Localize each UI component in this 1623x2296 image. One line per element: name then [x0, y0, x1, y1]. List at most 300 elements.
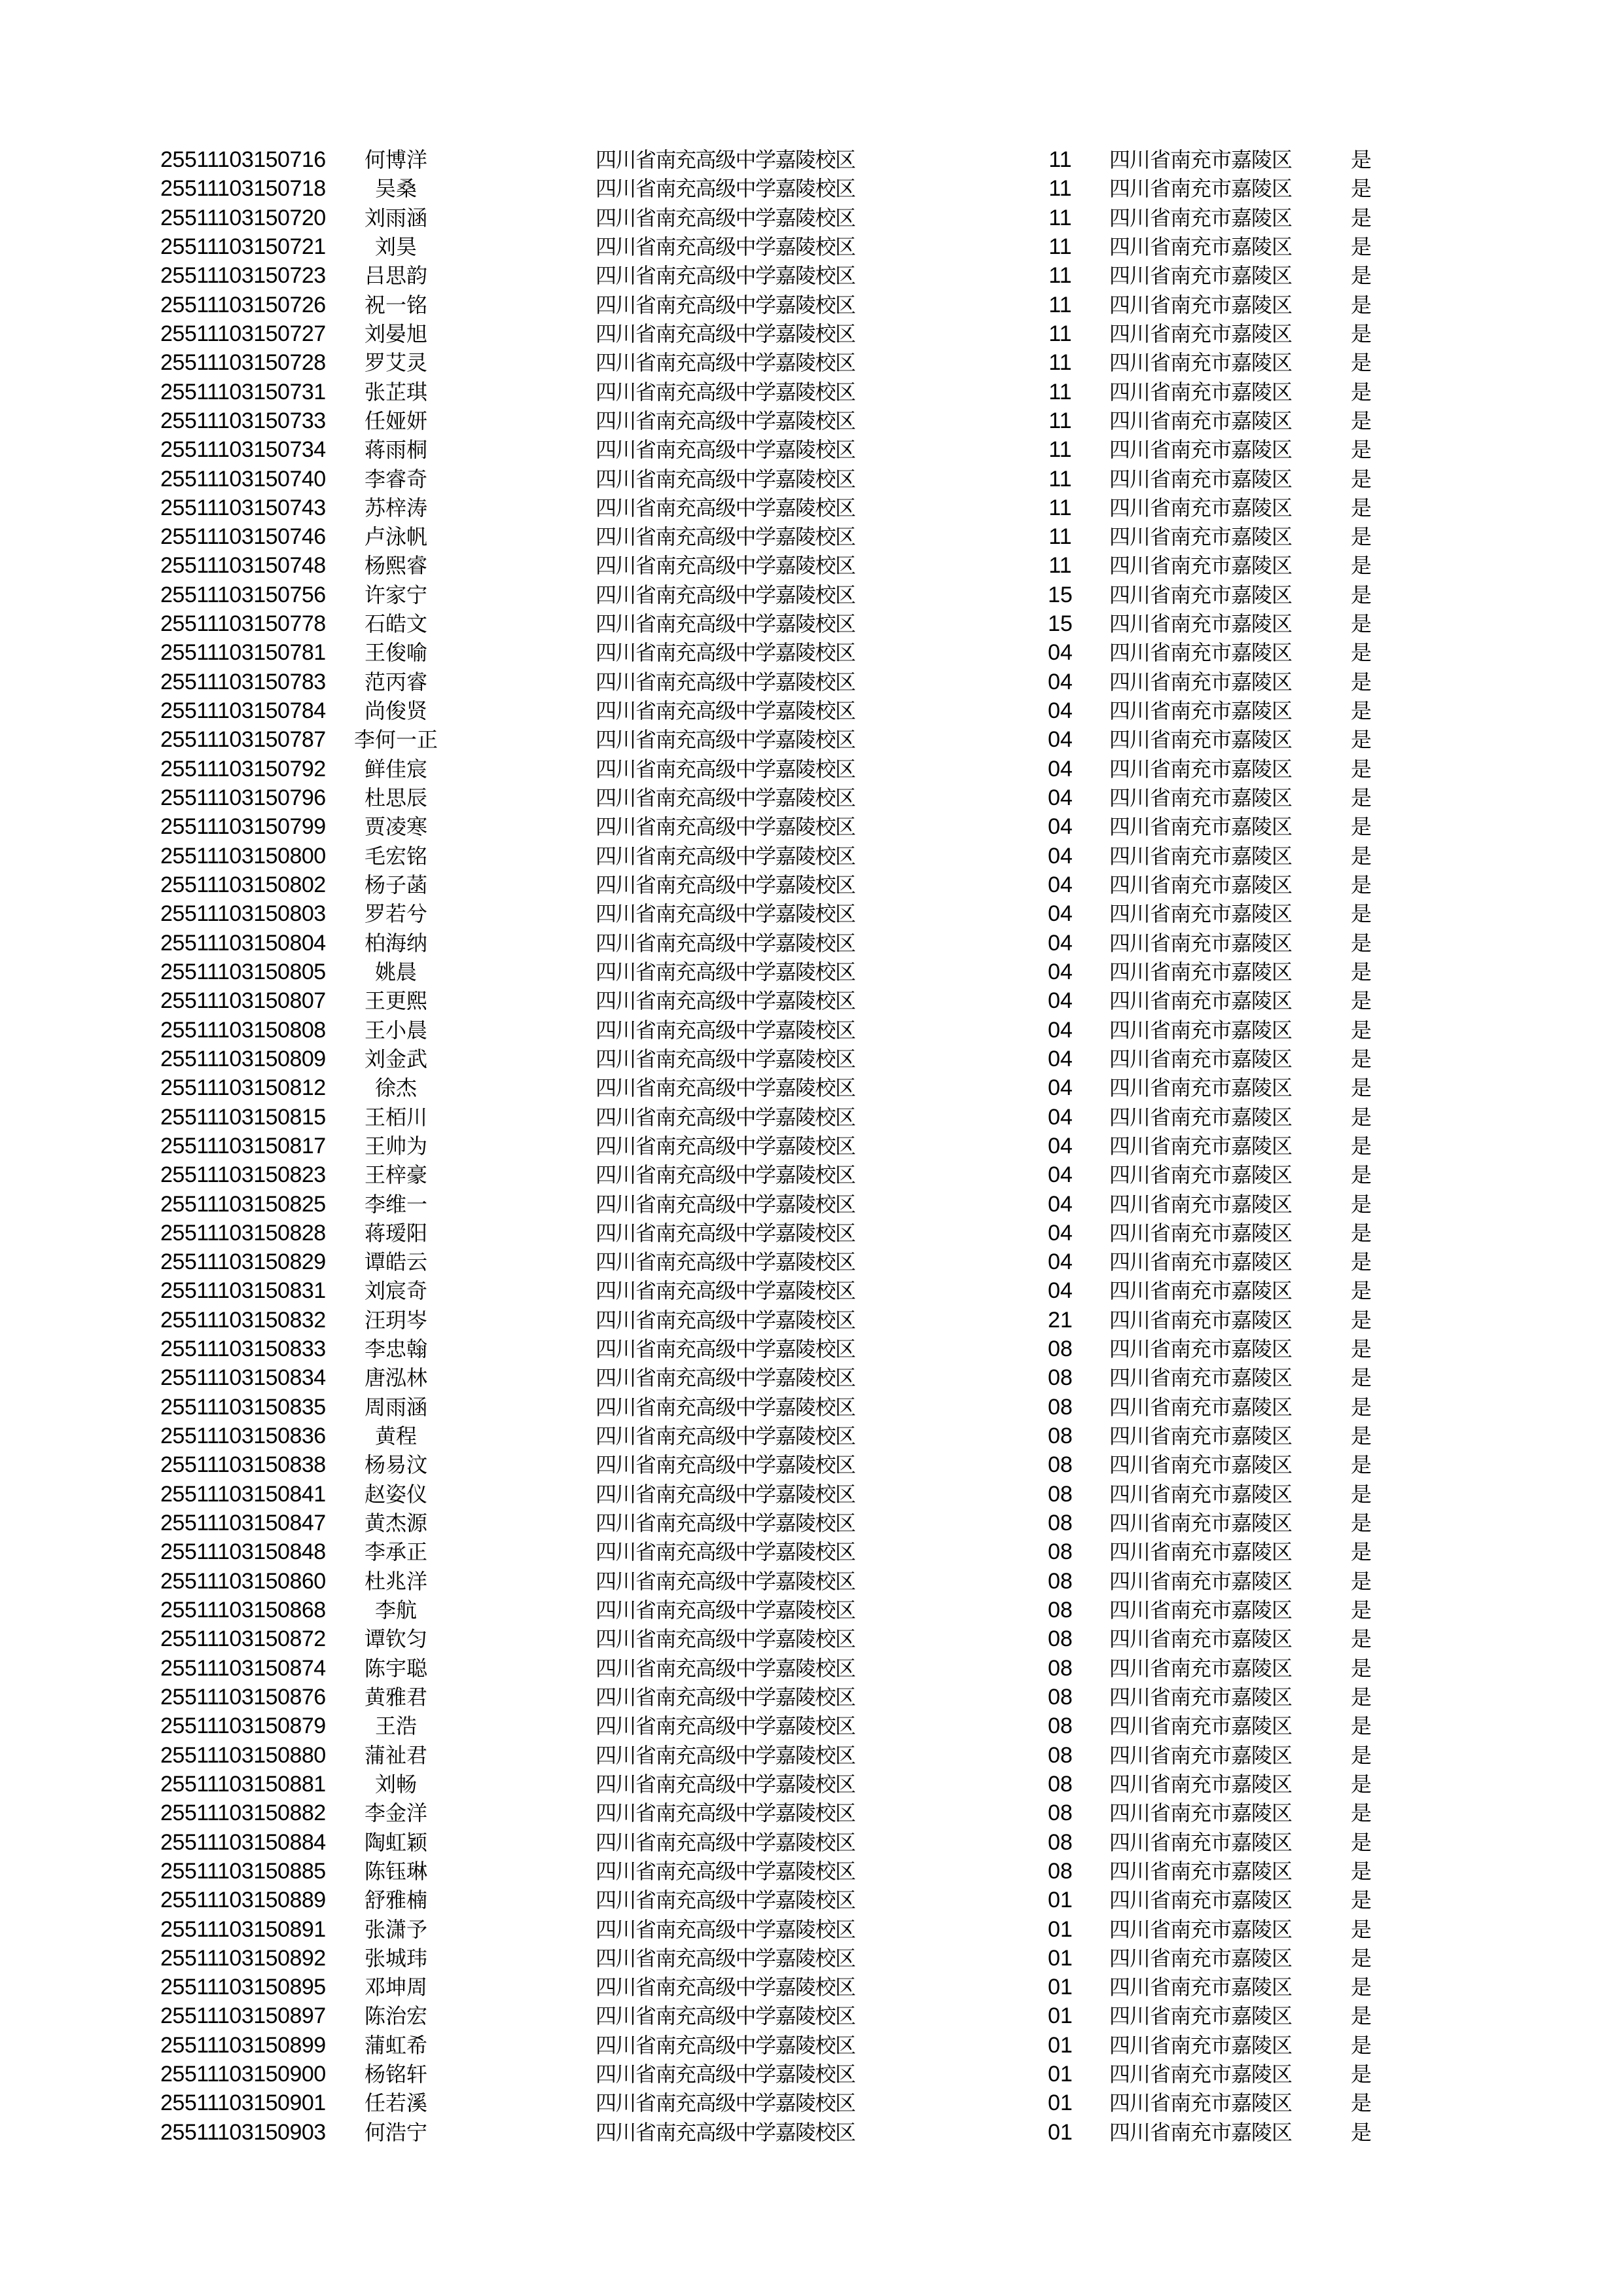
school-cell: 四川省南充高级中学嘉陵校区: [596, 148, 855, 171]
student-id-cell: 25511103150727: [160, 321, 326, 346]
student-name-cell: 李何一正: [353, 728, 438, 752]
district-cell: 四川省南充市嘉陵区: [1109, 206, 1293, 230]
student-name-cell: 汪玥岑: [364, 1308, 427, 1332]
table-row: [0, 1393, 1623, 1422]
table-row: [0, 1160, 1623, 1189]
student-name-cell: 张芷琪: [364, 380, 427, 404]
student-name-cell: 任若溪: [364, 2091, 427, 2115]
class-code-cell: 04: [1048, 872, 1073, 897]
table-row: [0, 1654, 1623, 1683]
school-cell: 四川省南充高级中学嘉陵校区: [596, 2004, 855, 2028]
confirm-flag-cell: 是: [1350, 1192, 1372, 1216]
student-id-cell: 25511103150802: [160, 872, 326, 897]
school-cell: 四川省南充高级中学嘉陵校区: [596, 1714, 855, 1738]
class-code-cell: 11: [1048, 495, 1072, 520]
school-cell: 四川省南充高级中学嘉陵校区: [596, 380, 855, 404]
school-cell: 四川省南充高级中学嘉陵校区: [596, 234, 855, 259]
school-cell: 四川省南充高级中学嘉陵校区: [596, 1511, 855, 1535]
district-cell: 四川省南充市嘉陵区: [1109, 1192, 1293, 1216]
student-id-cell: 25511103150787: [160, 727, 326, 753]
confirm-flag-cell: 是: [1350, 844, 1372, 868]
confirm-flag-cell: 是: [1350, 960, 1372, 984]
district-cell: 四川省南充市嘉陵区: [1109, 1743, 1293, 1767]
student-id-cell: 25511103150748: [160, 553, 326, 579]
school-cell: 四川省南充高级中学嘉陵校区: [596, 554, 855, 578]
class-code-cell: 04: [1048, 1133, 1073, 1158]
class-code-cell: 11: [1048, 350, 1072, 376]
district-cell: 四川省南充市嘉陵区: [1109, 1656, 1293, 1680]
class-code-cell: 04: [1048, 669, 1073, 694]
student-id-cell: 25511103150872: [160, 1626, 326, 1652]
district-cell: 四川省南充市嘉陵区: [1109, 1424, 1293, 1448]
student-id-cell: 25511103150817: [160, 1133, 326, 1158]
student-name-cell: 黄杰源: [364, 1511, 427, 1535]
school-cell: 四川省南充高级中学嘉陵校区: [596, 612, 855, 636]
student-name-cell: 蒋雨桐: [364, 438, 427, 462]
district-cell: 四川省南充市嘉陵区: [1109, 1279, 1293, 1303]
student-id-cell: 25511103150900: [160, 2062, 326, 2087]
district-cell: 四川省南充市嘉陵区: [1109, 1076, 1293, 1100]
student-name-cell: 陶虹颖: [364, 1830, 427, 1854]
school-cell: 四川省南充高级中学嘉陵校区: [596, 1801, 855, 1825]
school-cell: 四川省南充高级中学嘉陵校区: [596, 1424, 855, 1448]
class-code-cell: 01: [1048, 1945, 1073, 1971]
table-row: [0, 870, 1623, 899]
confirm-flag-cell: 是: [1350, 1105, 1372, 1129]
table-row: [0, 1480, 1623, 1509]
confirm-flag-cell: 是: [1350, 1743, 1372, 1767]
school-cell: 四川省南充高级中学嘉陵校区: [596, 1279, 855, 1303]
class-code-cell: 08: [1048, 1626, 1073, 1652]
student-id-cell: 25511103150803: [160, 901, 326, 927]
student-id-cell: 25511103150784: [160, 698, 326, 724]
student-id-cell: 25511103150796: [160, 785, 326, 811]
class-code-cell: 04: [1048, 1162, 1073, 1188]
confirm-flag-cell: 是: [1350, 206, 1372, 230]
class-code-cell: 04: [1048, 1278, 1073, 1304]
school-cell: 四川省南充高级中学嘉陵校区: [596, 902, 855, 926]
school-cell: 四川省南充高级中学嘉陵校区: [596, 2120, 855, 2144]
class-code-cell: 01: [1048, 2032, 1073, 2058]
district-cell: 四川省南充市嘉陵区: [1109, 264, 1293, 288]
school-cell: 四川省南充高级中学嘉陵校区: [596, 960, 855, 984]
student-id-cell: 25511103150884: [160, 1829, 326, 1855]
district-cell: 四川省南充市嘉陵区: [1109, 1134, 1293, 1158]
school-cell: 四川省南充高级中学嘉陵校区: [596, 757, 855, 781]
confirm-flag-cell: 是: [1350, 1337, 1372, 1361]
school-cell: 四川省南充高级中学嘉陵校区: [596, 1569, 855, 1593]
district-cell: 四川省南充市嘉陵区: [1109, 1685, 1293, 1709]
class-code-cell: 08: [1048, 1598, 1073, 1623]
class-code-cell: 01: [1048, 1916, 1073, 1942]
student-id-cell: 25511103150781: [160, 640, 326, 666]
district-cell: 四川省南充市嘉陵区: [1109, 844, 1293, 868]
class-code-cell: 08: [1048, 1511, 1073, 1536]
student-name-cell: 刘晏旭: [364, 321, 427, 346]
student-name-cell: 王栢川: [364, 1105, 427, 1129]
student-name-cell: 徐杰: [374, 1076, 417, 1100]
district-cell: 四川省南充市嘉陵区: [1109, 1598, 1293, 1622]
class-code-cell: 15: [1048, 582, 1073, 607]
student-name-cell: 刘宸奇: [364, 1279, 427, 1303]
school-cell: 四川省南充高级中学嘉陵校区: [596, 1482, 855, 1506]
district-cell: 四川省南充市嘉陵区: [1109, 1540, 1293, 1564]
table-row: [0, 551, 1623, 580]
student-name-cell: 王浩: [374, 1714, 417, 1738]
student-name-cell: 李承正: [364, 1540, 427, 1564]
district-cell: 四川省南充市嘉陵区: [1109, 1337, 1293, 1361]
student-name-cell: 周雨涵: [364, 1395, 427, 1419]
student-name-cell: 王更熙: [364, 989, 427, 1013]
district-cell: 四川省南充市嘉陵区: [1109, 525, 1293, 549]
table-row: [0, 465, 1623, 493]
school-cell: 四川省南充高级中学嘉陵校区: [596, 583, 855, 607]
school-cell: 四川省南充高级中学嘉陵校区: [596, 1337, 855, 1361]
table-row: [0, 1422, 1623, 1450]
table-row: [0, 1741, 1623, 1770]
student-id-cell: 25511103150880: [160, 1742, 326, 1768]
table-row: [0, 1219, 1623, 1247]
student-id-cell: 25511103150901: [160, 2090, 326, 2116]
student-id-cell: 25511103150882: [160, 1801, 326, 1826]
class-code-cell: 08: [1048, 1713, 1073, 1739]
class-code-cell: 11: [1048, 524, 1072, 550]
school-cell: 四川省南充高级中学嘉陵校区: [596, 786, 855, 810]
class-code-cell: 11: [1048, 292, 1072, 317]
school-cell: 四川省南充高级中学嘉陵校区: [596, 1308, 855, 1332]
confirm-flag-cell: 是: [1350, 1047, 1372, 1071]
district-cell: 四川省南充市嘉陵区: [1109, 554, 1293, 578]
student-id-cell: 25511103150734: [160, 437, 326, 463]
district-cell: 四川省南充市嘉陵区: [1109, 902, 1293, 926]
district-cell: 四川省南充市嘉陵区: [1109, 380, 1293, 404]
confirm-flag-cell: 是: [1350, 1482, 1372, 1506]
confirm-flag-cell: 是: [1350, 583, 1372, 607]
table-row: [0, 1857, 1623, 1886]
student-id-cell: 25511103150812: [160, 1075, 326, 1101]
school-cell: 四川省南充高级中学嘉陵校区: [596, 264, 855, 288]
confirm-flag-cell: 是: [1350, 1830, 1372, 1854]
student-id-cell: 25511103150868: [160, 1598, 326, 1623]
confirm-flag-cell: 是: [1350, 1279, 1372, 1303]
student-name-cell: 赵姿仪: [364, 1482, 427, 1506]
student-name-cell: 刘昊: [374, 234, 417, 259]
table-row: [0, 986, 1623, 1015]
student-id-cell: 25511103150838: [160, 1452, 326, 1478]
school-cell: 四川省南充高级中学嘉陵校区: [596, 2062, 855, 2087]
confirm-flag-cell: 是: [1350, 641, 1372, 665]
confirm-flag-cell: 是: [1350, 2062, 1372, 2087]
district-cell: 四川省南充市嘉陵区: [1109, 408, 1293, 433]
student-id-cell: 25511103150903: [160, 2119, 326, 2145]
confirm-flag-cell: 是: [1350, 1714, 1372, 1738]
table-row: [0, 2001, 1623, 2030]
class-code-cell: 04: [1048, 785, 1073, 811]
class-code-cell: 04: [1048, 959, 1073, 984]
student-name-cell: 杜兆洋: [364, 1569, 427, 1593]
school-cell: 四川省南充高级中学嘉陵校区: [596, 1656, 855, 1680]
student-name-cell: 张城玮: [364, 1946, 427, 1970]
district-cell: 四川省南充市嘉陵区: [1109, 873, 1293, 897]
table-row: [0, 958, 1623, 986]
school-cell: 四川省南充高级中学嘉陵校区: [596, 728, 855, 752]
class-code-cell: 11: [1048, 234, 1072, 259]
confirm-flag-cell: 是: [1350, 234, 1372, 259]
school-cell: 四川省南充高级中学嘉陵校区: [596, 1134, 855, 1158]
student-id-cell: 25511103150720: [160, 205, 326, 230]
class-code-cell: 04: [1048, 1017, 1073, 1043]
student-name-cell: 范丙睿: [364, 670, 427, 694]
student-id-cell: 25511103150833: [160, 1336, 326, 1362]
school-cell: 四川省南充高级中学嘉陵校区: [596, 321, 855, 346]
table-row: [0, 1363, 1623, 1392]
school-cell: 四川省南充高级中学嘉陵校区: [596, 1163, 855, 1187]
class-code-cell: 08: [1048, 1684, 1073, 1710]
school-cell: 四川省南充高级中学嘉陵校区: [596, 495, 855, 520]
district-cell: 四川省南充市嘉陵区: [1109, 1018, 1293, 1042]
confirm-flag-cell: 是: [1350, 293, 1372, 317]
school-cell: 四川省南充高级中学嘉陵校区: [596, 2091, 855, 2115]
student-id-cell: 25511103150778: [160, 611, 326, 637]
student-id-cell: 25511103150743: [160, 495, 326, 520]
student-name-cell: 陈宇聪: [364, 1656, 427, 1680]
school-cell: 四川省南充高级中学嘉陵校区: [596, 1221, 855, 1245]
student-name-cell: 李维一: [364, 1192, 427, 1216]
table-row: [0, 1306, 1623, 1335]
class-code-cell: 08: [1048, 1568, 1073, 1594]
school-cell: 四川省南充高级中学嘉陵校区: [596, 1975, 855, 2000]
student-name-cell: 鲜佳宸: [364, 757, 427, 781]
table-row: [0, 319, 1623, 348]
student-name-cell: 蒲祉君: [364, 1743, 427, 1767]
table-row: [0, 2118, 1623, 2147]
student-name-cell: 李忠翰: [364, 1337, 427, 1361]
confirm-flag-cell: 是: [1350, 1134, 1372, 1158]
district-cell: 四川省南充市嘉陵区: [1109, 1453, 1293, 1477]
confirm-flag-cell: 是: [1350, 264, 1372, 288]
confirm-flag-cell: 是: [1350, 1627, 1372, 1651]
table-row: [0, 842, 1623, 870]
student-name-cell: 许家宁: [364, 583, 427, 607]
district-cell: 四川省南充市嘉陵区: [1109, 1888, 1293, 1912]
school-cell: 四川省南充高级中学嘉陵校区: [596, 844, 855, 868]
table-row: [0, 2089, 1623, 2117]
school-cell: 四川省南充高级中学嘉陵校区: [596, 206, 855, 230]
class-code-cell: 04: [1048, 930, 1073, 956]
class-code-cell: 15: [1048, 611, 1073, 637]
class-code-cell: 11: [1048, 176, 1072, 202]
confirm-flag-cell: 是: [1350, 786, 1372, 810]
confirm-flag-cell: 是: [1350, 873, 1372, 897]
confirm-flag-cell: 是: [1350, 612, 1372, 636]
student-id-cell: 25511103150808: [160, 1017, 326, 1043]
class-code-cell: 04: [1048, 1191, 1073, 1217]
student-name-cell: 毛宏铭: [364, 844, 427, 868]
confirm-flag-cell: 是: [1350, 495, 1372, 520]
table-row: [0, 1886, 1623, 1914]
class-code-cell: 08: [1048, 1481, 1073, 1507]
class-code-cell: 08: [1048, 1829, 1073, 1855]
confirm-flag-cell: 是: [1350, 467, 1372, 491]
confirm-flag-cell: 是: [1350, 351, 1372, 375]
district-cell: 四川省南充市嘉陵区: [1109, 1105, 1293, 1129]
student-id-cell: 25511103150756: [160, 582, 326, 607]
class-code-cell: 11: [1048, 553, 1072, 579]
student-id-cell: 25511103150721: [160, 234, 326, 259]
confirm-flag-cell: 是: [1350, 2120, 1372, 2144]
district-cell: 四川省南充市嘉陵区: [1109, 1047, 1293, 1071]
confirm-flag-cell: 是: [1350, 2004, 1372, 2028]
confirm-flag-cell: 是: [1350, 699, 1372, 723]
district-cell: 四川省南充市嘉陵区: [1109, 2120, 1293, 2144]
table-row: [0, 1567, 1623, 1596]
class-code-cell: 04: [1048, 1249, 1073, 1275]
student-id-cell: 25511103150885: [160, 1858, 326, 1884]
class-code-cell: 04: [1048, 1075, 1073, 1101]
class-code-cell: 21: [1048, 1307, 1073, 1333]
table-row: [0, 638, 1623, 667]
table-row: [0, 1016, 1623, 1045]
student-id-cell: 25511103150792: [160, 756, 326, 781]
confirm-flag-cell: 是: [1350, 1975, 1372, 2000]
student-name-cell: 刘畅: [374, 1772, 417, 1796]
student-name-cell: 蒲虹希: [364, 2033, 427, 2057]
table-row: [0, 1073, 1623, 1102]
district-cell: 四川省南充市嘉陵区: [1109, 321, 1293, 346]
district-cell: 四川省南充市嘉陵区: [1109, 1163, 1293, 1187]
district-cell: 四川省南充市嘉陵区: [1109, 351, 1293, 375]
district-cell: 四川省南充市嘉陵区: [1109, 612, 1293, 636]
student-name-cell: 柏海纳: [364, 931, 427, 955]
student-id-cell: 25511103150825: [160, 1191, 326, 1217]
confirm-flag-cell: 是: [1350, 2033, 1372, 2057]
class-code-cell: 11: [1048, 147, 1072, 172]
student-name-cell: 吴桑: [374, 177, 417, 201]
district-cell: 四川省南充市嘉陵区: [1109, 1917, 1293, 1941]
class-code-cell: 11: [1048, 263, 1072, 289]
school-cell: 四川省南充高级中学嘉陵校区: [596, 1946, 855, 1970]
table-row: [0, 755, 1623, 783]
confirm-flag-cell: 是: [1350, 1772, 1372, 1796]
school-cell: 四川省南充高级中学嘉陵校区: [596, 1859, 855, 1883]
student-name-cell: 罗若兮: [364, 902, 427, 926]
district-cell: 四川省南充市嘉陵区: [1109, 1714, 1293, 1738]
school-cell: 四川省南充高级中学嘉陵校区: [596, 1192, 855, 1216]
table-row: [0, 929, 1623, 958]
student-id-cell: 25511103150718: [160, 176, 326, 202]
district-cell: 四川省南充市嘉陵区: [1109, 583, 1293, 607]
student-name-cell: 陈治宏: [364, 2004, 427, 2028]
student-name-cell: 何博洋: [364, 148, 427, 171]
student-name-cell: 杨易汶: [364, 1453, 427, 1477]
student-id-cell: 25511103150800: [160, 843, 326, 869]
confirm-flag-cell: 是: [1350, 1656, 1372, 1680]
table-row: [0, 812, 1623, 841]
confirm-flag-cell: 是: [1350, 1250, 1372, 1274]
table-row: [0, 783, 1623, 812]
student-name-cell: 王小晨: [364, 1018, 427, 1042]
school-cell: 四川省南充高级中学嘉陵校区: [596, 467, 855, 491]
student-id-cell: 25511103150804: [160, 930, 326, 956]
confirm-flag-cell: 是: [1350, 438, 1372, 462]
school-cell: 四川省南充高级中学嘉陵校区: [596, 641, 855, 665]
school-cell: 四川省南充高级中学嘉陵校区: [596, 293, 855, 317]
table-row: [0, 1247, 1623, 1276]
class-code-cell: 01: [1048, 1888, 1073, 1913]
student-id-cell: 25511103150829: [160, 1249, 326, 1275]
confirm-flag-cell: 是: [1350, 1424, 1372, 1448]
table-row: [0, 725, 1623, 754]
district-cell: 四川省南充市嘉陵区: [1109, 1772, 1293, 1796]
student-id-cell: 25511103150832: [160, 1307, 326, 1333]
confirm-flag-cell: 是: [1350, 1685, 1372, 1709]
student-name-cell: 何浩宁: [364, 2120, 427, 2144]
school-cell: 四川省南充高级中学嘉陵校区: [596, 177, 855, 201]
class-code-cell: 08: [1048, 1336, 1073, 1362]
table-row: [0, 145, 1623, 174]
table-row: [0, 406, 1623, 435]
district-cell: 四川省南充市嘉陵区: [1109, 786, 1293, 810]
class-code-cell: 04: [1048, 843, 1073, 869]
class-code-cell: 11: [1048, 321, 1072, 346]
district-cell: 四川省南充市嘉陵区: [1109, 728, 1293, 752]
school-cell: 四川省南充高级中学嘉陵校区: [596, 1250, 855, 1274]
student-name-cell: 任娅妍: [364, 408, 427, 433]
confirm-flag-cell: 是: [1350, 1888, 1372, 1912]
district-cell: 四川省南充市嘉陵区: [1109, 234, 1293, 259]
confirm-flag-cell: 是: [1350, 321, 1372, 346]
confirm-flag-cell: 是: [1350, 1018, 1372, 1042]
school-cell: 四川省南充高级中学嘉陵校区: [596, 1047, 855, 1071]
class-code-cell: 08: [1048, 1771, 1073, 1797]
school-cell: 四川省南充高级中学嘉陵校区: [596, 408, 855, 433]
class-code-cell: 01: [1048, 1975, 1073, 2000]
student-id-cell: 25511103150889: [160, 1888, 326, 1913]
student-id-cell: 25511103150847: [160, 1511, 326, 1536]
student-name-cell: 王俊喻: [364, 641, 427, 665]
district-cell: 四川省南充市嘉陵区: [1109, 177, 1293, 201]
confirm-flag-cell: 是: [1350, 2091, 1372, 2115]
table-row: [0, 232, 1623, 261]
school-cell: 四川省南充高级中学嘉陵校区: [596, 1453, 855, 1477]
school-cell: 四川省南充高级中学嘉陵校区: [596, 2033, 855, 2057]
student-id-cell: 25511103150807: [160, 988, 326, 1014]
class-code-cell: 04: [1048, 756, 1073, 781]
student-name-cell: 黄雅君: [364, 1685, 427, 1709]
district-cell: 四川省南充市嘉陵区: [1109, 2091, 1293, 2115]
student-id-cell: 25511103150836: [160, 1424, 326, 1449]
confirm-flag-cell: 是: [1350, 408, 1372, 433]
district-cell: 四川省南充市嘉陵区: [1109, 495, 1293, 520]
district-cell: 四川省南充市嘉陵区: [1109, 1975, 1293, 2000]
confirm-flag-cell: 是: [1350, 1917, 1372, 1941]
student-name-cell: 罗艾灵: [364, 351, 427, 375]
district-cell: 四川省南充市嘉陵区: [1109, 1250, 1293, 1274]
student-id-cell: 25511103150740: [160, 466, 326, 492]
class-code-cell: 04: [1048, 1104, 1073, 1130]
student-id-cell: 25511103150733: [160, 408, 326, 433]
table-row: [0, 261, 1623, 290]
student-name-cell: 杨子菡: [364, 873, 427, 897]
district-cell: 四川省南充市嘉陵区: [1109, 467, 1293, 491]
class-code-cell: 08: [1048, 1858, 1073, 1884]
district-cell: 四川省南充市嘉陵区: [1109, 989, 1293, 1013]
school-cell: 四川省南充高级中学嘉陵校区: [596, 670, 855, 694]
district-cell: 四川省南充市嘉陵区: [1109, 1801, 1293, 1825]
district-cell: 四川省南充市嘉陵区: [1109, 1366, 1293, 1390]
student-name-cell: 王梓豪: [364, 1163, 427, 1187]
class-code-cell: 08: [1048, 1452, 1073, 1478]
